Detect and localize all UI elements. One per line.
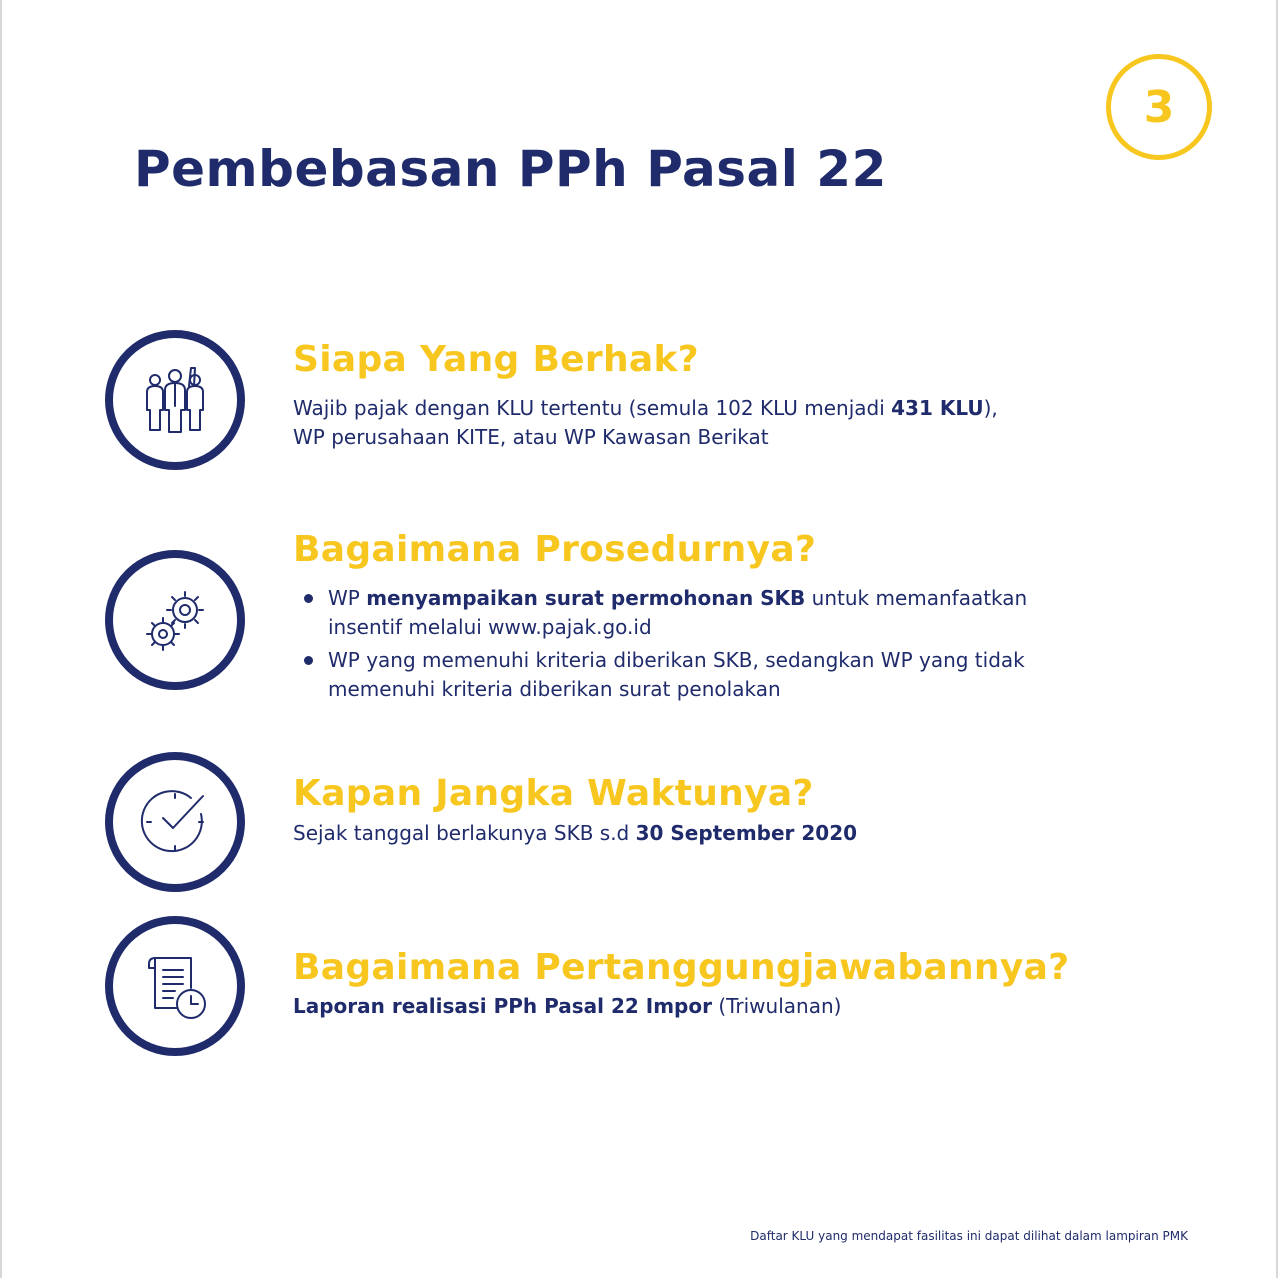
- section-text: [293, 819, 1173, 848]
- section-text: [293, 992, 1173, 1021]
- section-who: [293, 338, 1173, 452]
- text-bold: menyampaikan surat permohonan SKB: [366, 586, 806, 610]
- gears-icon: [105, 550, 245, 690]
- text-part: WP: [328, 586, 367, 610]
- section-heading: Bagaimana Prosedurnya?: [293, 529, 817, 570]
- text-part: ),: [983, 396, 998, 420]
- section-period: [293, 772, 1173, 848]
- people-icon: [105, 330, 245, 470]
- text-part: (Triwulanan): [711, 994, 842, 1018]
- page-title: Pembebasan PPh Pasal 22: [134, 140, 887, 198]
- text-bold: 431 KLU: [891, 396, 984, 420]
- text-part: WP perusahaan KITE, atau WP Kawasan Berikat: [293, 425, 769, 449]
- clock-check-icon: [105, 752, 245, 892]
- footnote: Daftar KLU yang mendapat fasilitas ini dapat dilihat dalam lampiran PMK: [750, 1229, 1188, 1243]
- text-part: Wajib pajak dengan KLU tertentu (semula 102 KLU menjadi: [293, 396, 892, 420]
- page-number: 3: [1143, 81, 1175, 133]
- section-procedure: [293, 528, 1173, 708]
- text-bold: Laporan realisasi PPh Pasal 22 Impor: [293, 994, 712, 1018]
- report-clock-icon: [105, 916, 245, 1056]
- text-bold: 30 September 2020: [635, 821, 858, 845]
- bullet-dot: [304, 594, 313, 603]
- text-part: untuk memanfaatkan insentif melalui www.pajak.go.id: [328, 586, 1028, 639]
- section-heading: Bagaimana Pertanggungjawabannya?: [293, 947, 1070, 988]
- page-number-badge: [1106, 54, 1212, 160]
- section-accountability: [293, 946, 1173, 1021]
- section-heading: Siapa Yang Berhak?: [293, 339, 699, 380]
- section-heading: Kapan Jangka Waktunya?: [293, 773, 814, 814]
- text-part: WP yang memenuhi kriteria diberikan SKB, sedangkan WP yang tidak memenuhi kriteria diberikan surat penolakan: [328, 648, 1025, 701]
- bullet-dot: [304, 656, 313, 665]
- procedure-list: [293, 584, 1088, 704]
- list-item: [328, 584, 1088, 642]
- text-part: Sejak tanggal berlakunya SKB s.d: [293, 821, 636, 845]
- section-text: [293, 394, 1173, 452]
- list-item: [328, 646, 1088, 704]
